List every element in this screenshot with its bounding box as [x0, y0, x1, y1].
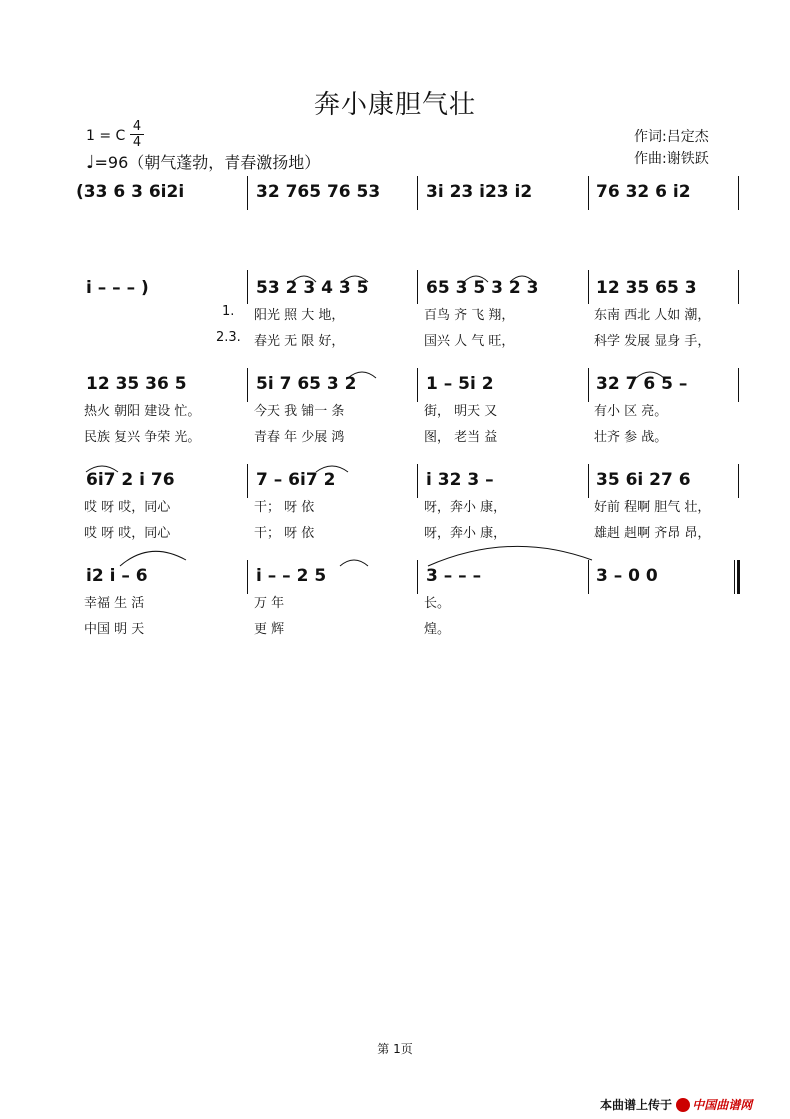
lyric-segment: 百鸟 齐 飞 翔， [424, 308, 515, 323]
measure: 76 32 6 i2 [596, 182, 691, 202]
lyric-segment: 壮齐 参 战。 [594, 430, 668, 445]
slur [292, 276, 316, 282]
page-number: 第 1页 [377, 1042, 413, 1056]
measure: 12 35 65 3 [596, 278, 697, 298]
lyric-segment: 哎 呀 哎，同心 [84, 500, 171, 515]
lyric-segment: 热火 朝阳 建设 忙。 [84, 404, 201, 419]
slur [342, 276, 368, 282]
time-signature-top: 4 [132, 119, 142, 134]
measure: 3 – – – [426, 566, 482, 586]
measure: 65 3 5 3 2 3 [426, 278, 539, 298]
slur [464, 276, 488, 282]
lyric-segment: 街， 明天 又 [424, 404, 498, 419]
time-signature-bottom: 4 [132, 135, 142, 150]
lyric-segment: 幸福 生 活 [84, 596, 145, 611]
slur [510, 276, 534, 282]
lyric-segment: 中国 明 天 [84, 622, 145, 637]
lyric-segment: 哎 呀 哎，同心 [84, 526, 171, 541]
lyric-segment: 万 年 [254, 596, 285, 611]
site-logo[interactable]: 中国曲谱网 [692, 1098, 753, 1112]
measure: 35 6i 27 6 [596, 470, 691, 490]
measure: 1 – 5i 2 [426, 374, 494, 394]
lyric-segment: 科学 发展 显身 手， [594, 334, 711, 349]
lyric-segment: 阳光 照 大 地， [254, 308, 345, 323]
slur [120, 551, 186, 566]
lyric-segment: 春光 无 限 好， [254, 334, 345, 349]
lyric-segment: 好前 程啊 胆气 壮， [594, 500, 711, 515]
lyric-segment: 有小 区 亮。 [594, 404, 668, 419]
measure: 32 7 6 5 – [596, 374, 688, 394]
slur [636, 372, 664, 378]
measure: 32 765 76 53 [256, 182, 381, 202]
lyric-segment: 东南 西北 人如 潮， [594, 308, 711, 323]
key-signature: 1 = C [86, 128, 126, 144]
slur [86, 466, 118, 472]
verse-label: 2.3. [216, 330, 241, 345]
upload-credit [600, 1096, 752, 1113]
lyric-segment: 今天 我 铺一 条 [254, 404, 345, 419]
slur [348, 372, 376, 378]
measure: 3 – 0 0 [596, 566, 658, 586]
lyric-segment: 民族 复兴 争荣 光。 [84, 430, 201, 445]
lyric-segment: 国兴 人 气 旺， [424, 334, 515, 349]
measure: 6i7 2 i 76 [86, 470, 175, 490]
lyric-segment: 煌。 [424, 622, 451, 637]
lyric-segment: 干； 呀 依 [254, 500, 315, 515]
measure: 5i 7 65 3 2 [256, 374, 357, 394]
measure: i2 i – 6 [86, 566, 148, 586]
composer: 作曲:谢铁跃 [634, 151, 709, 167]
verse-label: 1. [222, 304, 235, 319]
measure: i 32 3 – [426, 470, 494, 490]
lyric-segment: 呀，奔小 康， [424, 526, 507, 541]
lyric-segment: 长。 [424, 596, 451, 611]
measure: 3i 23 i23 i2 [426, 182, 533, 202]
measure: 7 – 6i7 2 [256, 470, 336, 490]
page-title: 奔小康胆气壮 [313, 90, 476, 120]
measure: 53 2 3 4 3 5 [256, 278, 369, 298]
measure: i – – – ) [86, 278, 149, 298]
lyric-segment: 图， 老当 益 [424, 430, 498, 445]
slur [316, 466, 348, 472]
lyric-segment: 青春 年 少展 鸿 [254, 430, 345, 445]
measure: 12 35 36 5 [86, 374, 187, 394]
upload-text: 本曲谱上传于 [600, 1098, 673, 1112]
site-logo-icon [676, 1098, 690, 1112]
lyric-segment: 呀，奔小 康， [424, 500, 507, 515]
lyric-segment: 干； 呀 依 [254, 526, 315, 541]
lyric-segment: 雄赳 赳啊 齐昂 昂， [594, 526, 711, 541]
tempo-text: =96（朝气蓬勃，青春激扬地） [94, 153, 321, 172]
lyric-segment: 更 辉 [254, 622, 285, 637]
measure: i – – 2 5 [256, 566, 327, 586]
slur [340, 560, 368, 566]
slur [428, 546, 592, 566]
lyricist: 作词:吕定杰 [634, 129, 709, 145]
quarter-note-icon: ♩ [86, 152, 95, 173]
measure: (33 6 3 6i2i [76, 182, 185, 202]
